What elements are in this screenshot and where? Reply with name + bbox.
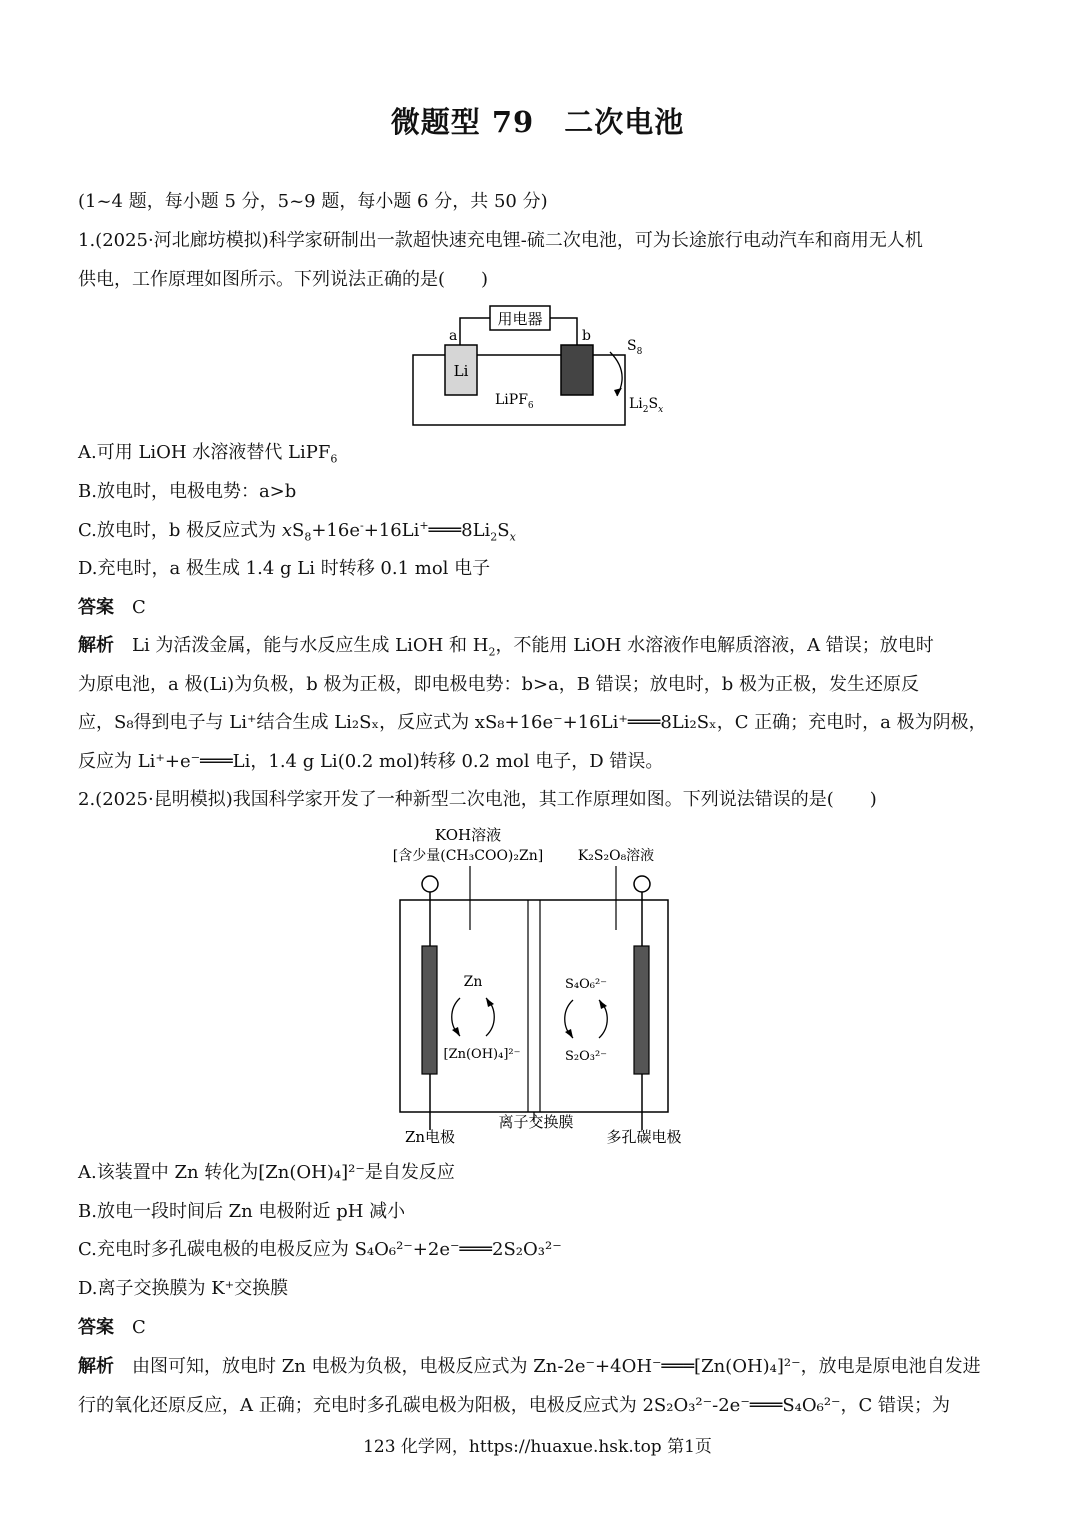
q1-li2sx-label: $Li_2S_x$ xyxy=(629,396,664,415)
q2-membrane-label: 离子交换膜 xyxy=(498,1113,574,1131)
q2-zn-electrode-label: Zn电极 xyxy=(404,1128,456,1146)
q2-zn-label: Zn xyxy=(463,974,483,990)
intro-text: (1~4 题，每小题 5 分，5~9 题，每小题 6 分，共 50 分) xyxy=(78,191,548,212)
q1-battery-diagram xyxy=(405,300,685,434)
page-footer: 123 化学网，https://huaxue.hsk.top 第1页 xyxy=(363,1437,712,1457)
page-title: 微题型 79 二次电池 xyxy=(390,105,685,139)
q1-li-label: Li xyxy=(453,362,469,380)
q2-stem: 2.(2025·昆明模拟)我国科学家开发了一种新型二次电池，其工作原理如图。下列说法错误的是( ) xyxy=(78,789,877,810)
carbon-electrode xyxy=(634,946,649,1074)
q2-option-d: D.离子交换膜为 K⁺交换膜 xyxy=(78,1278,289,1299)
q1-electrolyte-label: LiPF$_6$ xyxy=(495,392,534,411)
q1-answer: 答案 C xyxy=(78,597,146,618)
q1-stem-line2: 供电，工作原理如图所示。下列说法正确的是( ) xyxy=(78,269,489,290)
q1-option-c: C.放电时，b 极反应式为 $xS_8+16e^-+16Li^+═══8Li_2S_x$ xyxy=(78,519,516,544)
q1-option-a: A.可用 LiOH 水溶液替代 LiPF$_6$ xyxy=(78,442,338,466)
q2-option-c: C.充电时多孔碳电极的电极反应为 S₄O₆²⁻+2e⁻═══2S₂O₃²⁻ xyxy=(78,1239,562,1260)
q2-answer: 答案 C xyxy=(78,1317,146,1338)
q2-carbon-label: 多孔碳电极 xyxy=(606,1128,682,1146)
q2-analysis-line1: 解析 由图可知，放电时 Zn 电极为负极，电极反应式为 Zn-2e⁻+4OH⁻═══[Zn(OH)₄]²⁻，放电是原电池自发进 xyxy=(78,1356,981,1377)
q1-analysis-line4: 反应为 Li⁺+e⁻═══Li，1.4 g Li(0.2 mol)转移 0.2 mol 电子，D 错误。 xyxy=(78,751,664,772)
q1-s8-label: $S_8$ xyxy=(627,338,643,357)
q2-k2s2o8-label: K₂S₂O₈溶液 xyxy=(577,848,655,864)
q2-s4o6-label: S₄O₆²⁻ xyxy=(564,977,608,992)
q2-s2o3-label: S₂O₃²⁻ xyxy=(564,1049,608,1064)
q2-option-a: A.该装置中 Zn 转化为[Zn(OH)₄]²⁻是自发反应 xyxy=(78,1162,455,1183)
q2-battery-diagram xyxy=(360,822,700,1156)
q1-b-label: b xyxy=(582,328,591,344)
q1-option-b: B.放电时，电极电势：a>b xyxy=(78,481,297,502)
q2-analysis-line2: 行的氧化还原反应，A 正确；充电时多孔碳电极为阳极，电极反应式为 2S₂O₃²⁻-2e⁻═══S₄O₆²⁻，C 错误；为 xyxy=(78,1395,951,1416)
q2-option-b: B.放电一段时间后 Zn 电极附近 pH 减小 xyxy=(78,1201,406,1222)
q1-analysis-line3: 应，S₈得到电子与 Li⁺结合生成 Li₂Sₓ，反应式为 xS₈+16e⁻+16Li⁺═══8Li₂Sₓ，C 正确；充电时，a 极为阴极， xyxy=(78,712,987,733)
q1-device-label: 用电器 xyxy=(497,310,543,328)
q2-koh-sub-label: [含少量(CH₃COO)₂Zn] xyxy=(392,848,544,864)
q1-option-d: D.充电时，a 极生成 1.4 g Li 时转移 0.1 mol 电子 xyxy=(78,558,491,579)
sulfur-electrode xyxy=(561,345,593,395)
q2-koh-label: KOH溶液 xyxy=(434,826,502,844)
q1-analysis-line2: 为原电池，a 极(Li)为负极，b 极为正极，即电极电势：b>a，B 错误；放电时，b 极为正极，发生还原反 xyxy=(78,674,919,695)
q1-a-label: a xyxy=(449,328,458,344)
q1-stem-line1: 1.(2025·河北廊坊模拟)科学家研制出一款超快速充电锂-硫二次电池，可为长途旅行电动汽车和商用无人机 xyxy=(78,230,923,251)
q1-analysis-line1: 解析 Li 为活泼金属，能与水反应生成 LiOH 和 $H_2$，不能用 LiOH 水溶液作电解质溶液，A 错误；放电时 xyxy=(78,635,934,659)
zn-electrode xyxy=(422,946,437,1074)
q2-znoh-label: [Zn(OH)₄]²⁻ xyxy=(443,1047,521,1062)
